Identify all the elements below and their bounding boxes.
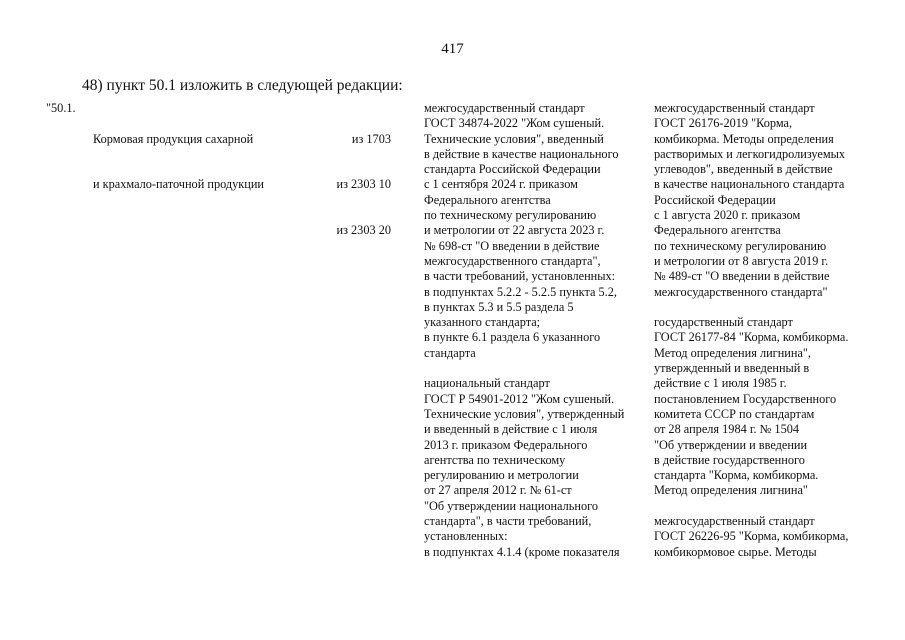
standard-text-line: межгосударственного стандарта" bbox=[654, 284, 828, 299]
standard-text-line: межгосударственный стандарт bbox=[424, 101, 585, 115]
block-spacer bbox=[654, 300, 848, 315]
standard-text-line: с 1 августа 2020 г. приказом bbox=[654, 208, 801, 223]
standard-text-line: в действие в качестве национального bbox=[424, 146, 619, 161]
standard-text-line: № 489-ст "О введении в действие bbox=[654, 269, 830, 284]
standard-text-line: в пунктах 5.3 и 5.5 раздела 5 bbox=[424, 299, 574, 314]
test-methods-standards-column bbox=[654, 101, 848, 560]
standard-text-line: растворимых и легкогидролизуемых bbox=[654, 146, 846, 161]
standard-text-line: государственный стандарт bbox=[654, 315, 793, 330]
standard-entry bbox=[654, 514, 848, 560]
standard-text-line: в подпунктах 5.2.2 - 5.2.5 пункта 5.2, bbox=[424, 284, 617, 299]
standard-text-line: углеводов", введенный в действие bbox=[654, 162, 833, 177]
standard-text-line: комбикормовое сырье. Методы bbox=[654, 544, 817, 559]
standard-text-line: Метод определения лигнина", bbox=[654, 345, 811, 360]
standard-text-line: ГОСТ 26176-2019 "Корма, bbox=[654, 116, 793, 131]
standard-text-line: от 28 апреля 1984 г. № 1504 bbox=[654, 422, 800, 437]
standard-text-line: в части требований, установленных: bbox=[424, 269, 616, 284]
standard-text-line: комбикорма. Методы определения bbox=[654, 131, 834, 146]
standard-text-line: ГОСТ 26226-95 "Корма, комбикорма, bbox=[654, 529, 849, 544]
standard-text-line: агентства по техническому bbox=[424, 452, 566, 467]
standard-text-line: национальный стандарт bbox=[424, 376, 550, 391]
block-spacer bbox=[424, 361, 624, 376]
standard-text-line: установленных: bbox=[424, 529, 508, 544]
section-heading: 48) пункт 50.1 изложить в следующей редакции: bbox=[82, 77, 403, 94]
row-number: "50.1. bbox=[46, 101, 76, 115]
product-name-line: и крахмало-паточной продукции bbox=[93, 177, 265, 192]
standard-text-line: Метод определения лигнина" bbox=[654, 483, 808, 498]
standard-text-line: и введенный в действие с 1 июля bbox=[424, 422, 598, 437]
standard-text-line: Федерального агентства bbox=[654, 223, 781, 238]
standard-text-line: стандарта Российской Федерации bbox=[424, 162, 601, 177]
standard-entry bbox=[424, 376, 624, 560]
standard-text-line: регулированию и метрологии bbox=[424, 468, 579, 483]
standard-text-line: действие с 1 июля 1985 г. bbox=[654, 376, 787, 391]
requirements-standards-column bbox=[424, 101, 624, 560]
standard-text-line: стандарта", в части требований, bbox=[424, 514, 592, 529]
standard-text-line: с 1 сентября 2024 г. приказом bbox=[424, 177, 578, 192]
standard-text-line: и метрологии от 22 августа 2023 г. bbox=[424, 223, 605, 238]
tnved-code: из 1703 bbox=[351, 131, 391, 146]
standard-text-line: межгосударственный стандарт bbox=[654, 101, 815, 115]
standard-text-line: по техническому регулированию bbox=[654, 238, 827, 253]
standard-text-line: стандарта "Корма, комбикорма. bbox=[654, 468, 819, 483]
standard-text-line: указанного стандарта; bbox=[424, 315, 541, 330]
standard-text-line: ГОСТ 34874-2022 "Жом сушеный. bbox=[424, 116, 605, 131]
tnved-code: из 2303 10 bbox=[336, 177, 391, 192]
standard-text-line: постановлением Государственного bbox=[654, 391, 837, 406]
standard-text-line: комитета СССР по стандартам bbox=[654, 406, 815, 421]
standard-text-line: в пункте 6.1 раздела 6 указанного bbox=[424, 330, 601, 345]
standard-text-line: в качестве национального стандарта bbox=[654, 177, 845, 192]
page-number: 417 bbox=[441, 41, 464, 57]
standard-text-line: "Об утверждении и введении bbox=[654, 437, 808, 452]
standard-text-line: в подпунктах 4.1.4 (кроме показателя bbox=[424, 544, 620, 559]
standard-entry bbox=[424, 101, 624, 361]
block-spacer bbox=[654, 499, 848, 514]
standard-text-line: утвержденный и введенный в bbox=[654, 361, 810, 376]
standard-text-line: Федерального агентства bbox=[424, 192, 551, 207]
product-name bbox=[93, 101, 264, 223]
standard-text-line: по техническому регулированию bbox=[424, 208, 597, 223]
standard-text-line: в действие государственного bbox=[654, 452, 805, 467]
product-name-line: Кормовая продукция сахарной bbox=[93, 131, 254, 146]
standard-text-line: и метрологии от 8 августа 2019 г. bbox=[654, 253, 829, 268]
tnved-code: из 2303 20 bbox=[336, 223, 391, 238]
standard-entry bbox=[654, 101, 848, 300]
standard-text-line: ГОСТ Р 54901-2012 "Жом сушеный. bbox=[424, 391, 615, 406]
standard-text-line: № 698-ст "О введении в действие bbox=[424, 238, 600, 253]
standard-entry bbox=[654, 315, 848, 499]
tnved-codes bbox=[331, 101, 391, 269]
standard-text-line: Российской Федерации bbox=[654, 192, 776, 207]
standard-text-line: "Об утверждении национального bbox=[424, 498, 598, 513]
standard-text-line: межгосударственного стандарта", bbox=[424, 253, 601, 268]
standard-text-line: межгосударственный стандарт bbox=[654, 514, 815, 529]
standard-text-line: 2013 г. приказом Федерального bbox=[424, 437, 588, 452]
standard-text-line: стандарта bbox=[424, 345, 476, 360]
standard-text-line: Технические условия", утвержденный bbox=[424, 406, 625, 421]
standard-text-line: Технические условия", введенный bbox=[424, 131, 604, 146]
standard-text-line: ГОСТ 26177-84 "Корма, комбикорма. bbox=[654, 330, 849, 345]
standard-text-line: от 27 апреля 2012 г. № 61-ст bbox=[424, 483, 572, 498]
